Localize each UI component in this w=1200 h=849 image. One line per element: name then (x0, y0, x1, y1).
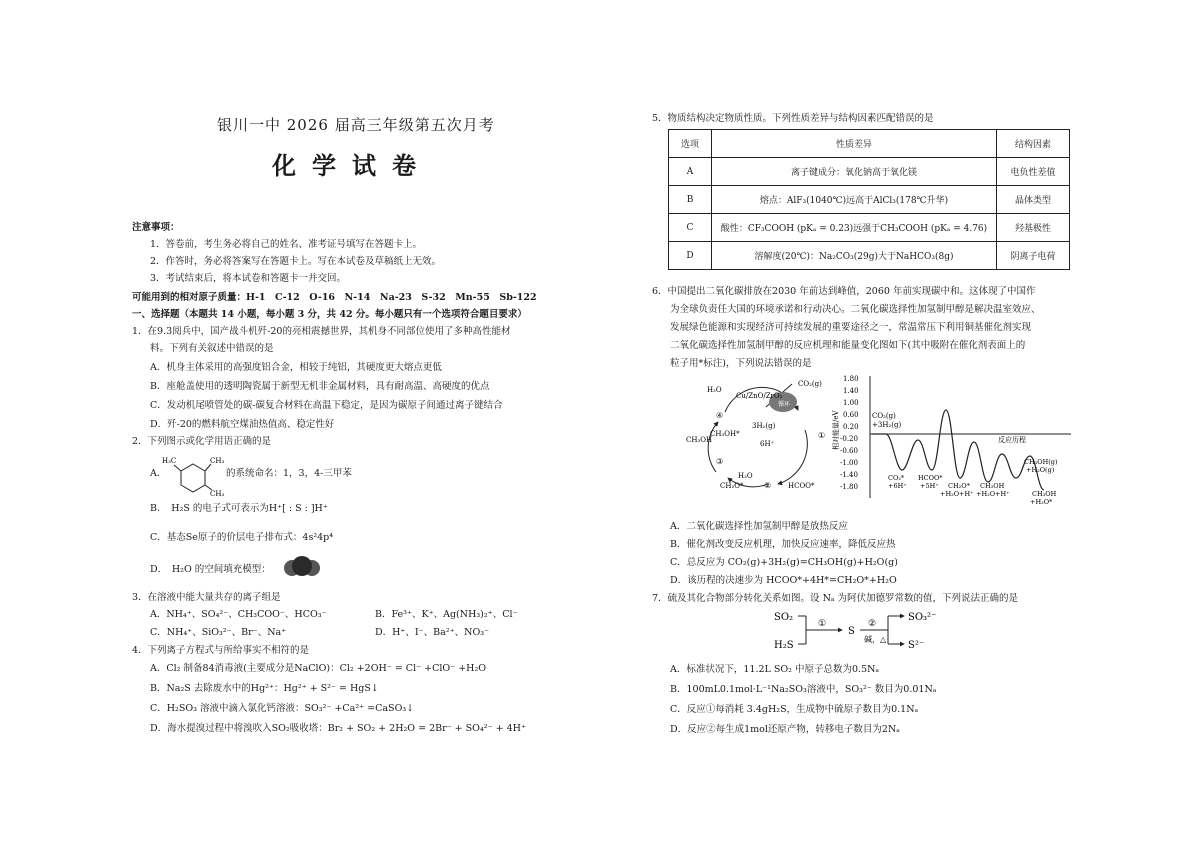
q1-stem-cont: 料。下列有关叙述中错误的是 (150, 343, 274, 354)
energy-species: CH₃OH(g) (1024, 458, 1058, 466)
q1-option-a: A．机身主体采用的高强度铝合金，相较于纯铝，其硬度更大熔点更低 (150, 362, 442, 373)
cycle-step-3: ③ (716, 457, 724, 466)
table-cell: 阴离子电荷 (997, 242, 1070, 270)
scheme-step-1: ① (818, 619, 827, 629)
y-tick: 1.40 (843, 387, 859, 395)
table-cell: A (669, 158, 712, 186)
energy-species: CH₃OH (980, 482, 1005, 490)
q1-stem: 1．在9.3阅兵中，国产战斗机歼-20的亮相震撼世界，其机身不同部位使用了多种高性能材 (132, 326, 511, 337)
cycle-step-4: ④ (716, 411, 724, 420)
table-row (669, 158, 1070, 186)
q6-stem-line: 发展绿色能源和实现经济可持续发展的重要途径之一，常温常压下利用铜基催化剂实现 (670, 322, 1032, 333)
table-cell: 熔点：AlF₃(1040℃)远高于AlCl₃(178℃升华) (712, 186, 997, 214)
section-heading: 一、选择题（本题共 14 小题，每小题 3 分，共 42 分。每小题只有一个选项符合题目要求） (132, 309, 527, 320)
cycle-label-hcoo: HCOO* (788, 482, 815, 490)
scheme-condition: 碱，△ (864, 635, 887, 644)
q3-option-c: C．NH₄⁺、SiO₃²⁻、Br⁻、Na⁺ (150, 627, 287, 638)
table-row (669, 214, 1070, 242)
scheme-h2s: H₂S (774, 640, 794, 651)
q1-option-d: D．歼-20的燃料航空煤油热值高、稳定性好 (150, 419, 335, 430)
q2-stem: 2．下列图示或化学用语正确的是 (132, 436, 272, 447)
q6-stem-line: 为全球负责任大国的环境承诺和行动决心。二氧化碳选择性加氢制甲醇是解决温室效应、 (670, 304, 1041, 315)
q2-option-d: D． H₂O 的空间填充模型： (150, 564, 271, 575)
q4-option-a: A．Cl₂ 制备84消毒液(主要成分是NaClO)：Cl₂ +2OH⁻ = Cl⁻ +ClO⁻ +H₂O (150, 663, 487, 674)
q4-stem: 4．下列离子方程式与所给事实不相符的是 (132, 645, 310, 656)
table-cell: 溶解度(20℃)：Na₂CO₃(29g)大于NaHCO₃(8g) (712, 242, 997, 270)
q1-option-c: C．发动机尾喷管处的碳-碳复合材料在高温下稳定，是因为碳原子间通过离子键结合 (150, 400, 503, 411)
energy-species: +6H⁺ (888, 482, 907, 490)
q7-option-a: A．标准状况下，11.2L SO₂ 中原子总数为0.5Nₐ (670, 664, 880, 675)
subject-title: 化学试卷 (272, 151, 432, 180)
scheme-s2: S²⁻ (908, 640, 925, 651)
energy-path-label: 反应历程 (998, 436, 1026, 444)
table-cell: 酸性：CF₃COOH (pKₐ = 0.23)远强于CH₃COOH (pKₐ = 4.76) (712, 214, 997, 242)
trimethylbenzene-structure (160, 452, 226, 498)
ring-label: CH₃ (210, 457, 225, 465)
energy-start-label: CO₂(g) (872, 412, 896, 420)
cycle-label-catalyst: Cu/ZnO/ZrO₂ (736, 392, 783, 400)
scheme-so2: SO₂ (774, 612, 794, 623)
water-space-filling-model (281, 556, 323, 578)
q6-option-a: A．二氧化碳选择性加氢制甲醇是放热反应 (670, 521, 848, 532)
q4-option-b: B．Na₂S 去除废水中的Hg²⁺：Hg²⁺ + S²⁻ = HgS↓ (150, 683, 379, 694)
q7-option-d: D．反应②每生成1mol还原产物，转移电子数目为2Nₐ (670, 724, 900, 735)
atomic-masses: 可能用到的相对原子质量：H-1 C-12 O-16 N-14 Na-23 S-32 Mn-55 Sb-122 (132, 292, 537, 303)
q4-option-c: C．H₂SO₃ 溶液中滴入氯化钙溶液：SO₃²⁻ +Ca²⁺ =CaSO₃↓ (150, 703, 415, 714)
q3-stem: 3．在溶液中能大量共存的离子组是 (132, 592, 281, 603)
cycle-label-h2o-bottom: H₂O (738, 472, 753, 480)
cycle-label-ch3oh: CH₃OH (686, 436, 713, 444)
q6-option-b: B．催化剂改变反应机理，加快反应速率，降低反应热 (670, 539, 896, 550)
energy-species: +5H⁺ (920, 482, 939, 490)
scheme-step-2: ② (868, 619, 877, 629)
q5-table (668, 129, 1070, 270)
energy-ylabel: 相对能量/eV (832, 410, 840, 450)
table-cell: C (669, 214, 712, 242)
energy-species: CH₃OH (1032, 490, 1057, 498)
y-tick: -0.20 (840, 435, 858, 443)
y-tick: -1.80 (840, 483, 858, 491)
q6-stem-line: 二氧化碳选择性加氢制甲醇的反应机理和能量变化图如下(其中吸附在催化剂表面上的 (670, 340, 1026, 351)
table-cell: 电负性差值 (997, 158, 1070, 186)
reaction-cycle-diagram (680, 372, 840, 500)
note-item: 2．作答时，务必将答案写在答题卡上。写在本试卷及草稿纸上无效。 (150, 256, 442, 267)
q2-option-a-text: 的系统命名：1，3，4-三甲苯 (226, 468, 352, 479)
y-tick: -0.60 (840, 447, 858, 455)
q1-option-b: B．座舱盖使用的透明陶瓷属于新型无机非金属材料，具有耐高温、高硬度的优点 (150, 381, 490, 392)
ring-label: CH₃ (210, 490, 225, 498)
table-header: 性质差异 (712, 130, 997, 158)
sulfur-conversion-scheme (770, 606, 950, 656)
y-tick: 1.80 (843, 375, 859, 383)
scheme-s: S (848, 626, 855, 637)
q6-option-c: C．总反应为 CO₂(g)+3H₂(g)=CH₃OH(g)+H₂O(g) (670, 557, 898, 568)
cycle-label-ch2o: CH₂O* (720, 482, 744, 490)
energy-species: +H₂O(g) (1026, 466, 1055, 474)
table-header: 结构因素 (997, 130, 1070, 158)
notes-heading: 注意事项： (132, 222, 180, 233)
cycle-label-hplus: 6H⁺ (760, 440, 775, 448)
ring-label: H₃C (162, 457, 177, 465)
energy-species: HCOO* (918, 474, 943, 482)
energy-species: +H₂O+H⁺ (940, 490, 974, 498)
energy-start-label: +3H₂(g) (872, 421, 902, 429)
table-cell: 离子键成分：氧化钠高于氧化镁 (712, 158, 997, 186)
q7-stem: 7．硫及其化合物部分转化关系如图。设 Nₐ 为阿伏加德罗常数的值，下列说法正确的是 (652, 593, 1019, 604)
q6-stem-line: 6．中国提出二氧化碳排放在2030 年前达到峰值，2060 年前实现碳中和。这体现了中国作 (652, 286, 1036, 297)
note-item: 3．考试结束后，将本试卷和答题卡一并交回。 (150, 273, 347, 284)
y-tick: 0.20 (843, 423, 859, 431)
cycle-label-h2: 3H₂(g) (752, 422, 776, 430)
q3-option-b: B．Fe³⁺、K⁺、Ag(NH₃)₂⁺、Cl⁻ (375, 609, 518, 620)
energy-species: +H₂O+H⁺ (976, 490, 1010, 498)
q7-option-c: C．反应①每消耗 3.4gH₂S，生成物中硫原子数目为0.1Nₐ (670, 704, 919, 715)
q3-option-a: A．NH₄⁺、SO₄²⁻、CH₃COO⁻、HCO₃⁻ (150, 609, 327, 620)
q6-stem-line: 粒子用*标注)，下列说法错误的是 (670, 358, 812, 369)
table-cell: 羟基极性 (997, 214, 1070, 242)
exam-title: 银川一中 2026 届高三年级第五次月考 (217, 116, 495, 134)
table-row (669, 242, 1070, 270)
note-item: 1．答卷前，考生务必将自己的姓名、准考证号填写在答题卡上。 (150, 239, 423, 250)
table-row (669, 186, 1070, 214)
cycle-arc-label: 循环 (778, 401, 791, 408)
cycle-step-2: ② (764, 481, 772, 490)
energy-species: +H₂O* (1030, 498, 1053, 506)
energy-species: CH₂O* (948, 482, 970, 490)
y-tick: 1.00 (843, 399, 859, 407)
cycle-label-ch3ohstar: CH₃OH* (710, 430, 740, 438)
cycle-label-co2: CO₂(g) (798, 380, 822, 388)
q2-option-b: B． H₂S 的电子式可表示为H⁺[ : S : ]H⁺ (150, 503, 328, 514)
energy-species: CO₂* (888, 474, 905, 482)
q4-option-d: D．海水提溴过程中将溴吹入SO₂吸收塔：Br₂ + SO₂ + 2H₂O = 2Br⁻ + SO₄²⁻ + 4H⁺ (150, 723, 526, 734)
q5-stem: 5．物质结构决定物质性质。下列性质差异与结构因素匹配错误的是 (652, 113, 934, 124)
q7-option-b: B．100mL0.1mol·L⁻¹Na₂SO₃溶液中，SO₃²⁻ 数目为0.01Nₐ (670, 684, 937, 695)
table-header: 选项 (669, 130, 712, 158)
q6-option-d: D．该历程的决速步为 HCOO*+4H*=CH₂O*+H₂O (670, 575, 897, 586)
y-tick: 0.60 (843, 411, 859, 419)
table-cell: B (669, 186, 712, 214)
table-cell: D (669, 242, 712, 270)
cycle-step-1: ① (818, 431, 826, 440)
scheme-so3: SO₃²⁻ (908, 612, 937, 623)
q2-option-a-prefix: A． (150, 468, 167, 479)
table-cell: 晶体类型 (997, 186, 1070, 214)
q2-option-c: C．基态Se原子的价层电子排布式：4s²4p⁴ (150, 532, 334, 543)
energy-profile-diagram (826, 370, 1076, 510)
y-tick: -1.00 (840, 459, 858, 467)
y-tick: -1.40 (840, 471, 858, 479)
q3-option-d: D．H⁺、I⁻、Ba²⁺、NO₃⁻ (375, 627, 490, 638)
cycle-label-h2o: H₂O (707, 386, 722, 394)
